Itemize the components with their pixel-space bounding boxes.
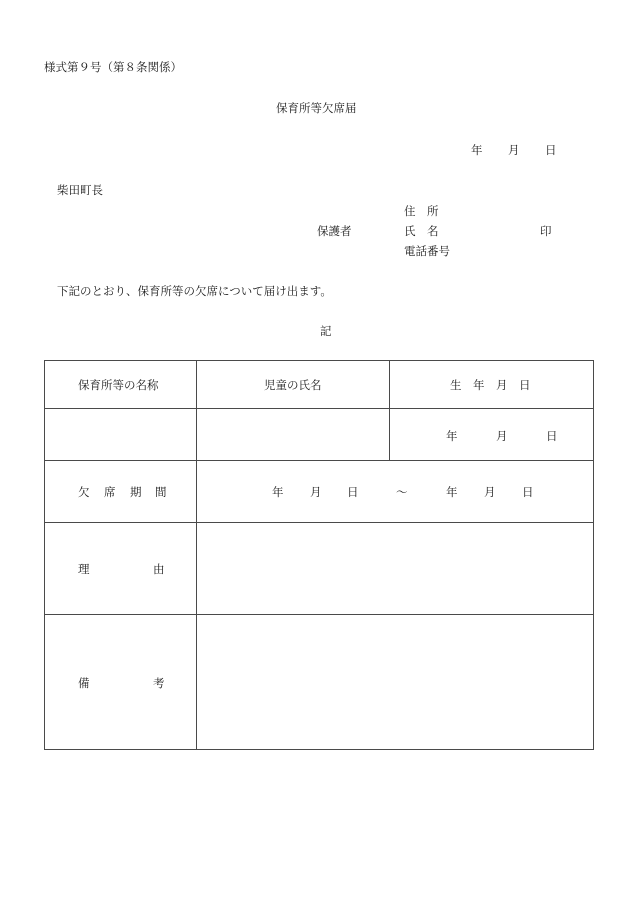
birth-input-cell[interactable] xyxy=(390,409,594,461)
table-header-row xyxy=(45,361,594,409)
remarks-input-cell[interactable] xyxy=(197,615,594,750)
reason-row xyxy=(45,523,594,615)
absence-label-char-2: 席 xyxy=(104,485,116,499)
birth-day-label: 日 xyxy=(546,429,558,443)
child-name-header-cell xyxy=(197,361,390,409)
guardian-address-label: 住 所 xyxy=(404,204,439,218)
facility-input-cell[interactable] xyxy=(45,409,197,461)
child-name-input-cell[interactable] xyxy=(197,409,390,461)
birth-month-label: 月 xyxy=(496,429,508,443)
birth-header-cell xyxy=(390,361,594,409)
end-year-label: 年 xyxy=(446,485,458,499)
form-number: 様式第９号（第８条関係） xyxy=(44,60,182,74)
reason-label-char-1: 理 xyxy=(78,562,90,576)
reason-label-char-2: 由 xyxy=(153,562,165,576)
guardian-name-label: 氏 名 xyxy=(404,224,439,238)
entry-row xyxy=(45,409,594,461)
birth-year-label: 年 xyxy=(446,429,458,443)
child-name-header: 児童の氏名 xyxy=(264,378,322,392)
absence-label-cell xyxy=(45,461,197,523)
absence-label-char-4: 間 xyxy=(155,485,167,499)
date-month-label: 月 xyxy=(508,143,520,157)
start-year-label: 年 xyxy=(272,485,284,499)
page-title: 保育所等欠席届 xyxy=(276,101,357,115)
remarks-label-cell xyxy=(45,615,197,750)
reason-input-cell[interactable] xyxy=(197,523,594,615)
ki-heading: 記 xyxy=(320,324,332,338)
date-year-label: 年 xyxy=(471,143,483,157)
guardian-label: 保護者 xyxy=(317,224,352,238)
birth-header: 生 年 月 日 xyxy=(450,378,531,392)
statement-text: 下記のとおり、保育所等の欠席について届け出ます。 xyxy=(57,284,332,298)
facility-header: 保育所等の名称 xyxy=(78,378,159,392)
end-month-label: 月 xyxy=(484,485,496,499)
absence-label-char-3: 期 xyxy=(130,485,142,499)
start-month-label: 月 xyxy=(310,485,322,499)
reason-label-cell xyxy=(45,523,197,615)
remarks-row xyxy=(45,615,594,750)
end-day-label: 日 xyxy=(522,485,534,499)
absence-label-char-1: 欠 xyxy=(78,485,90,499)
addressee: 柴田町長 xyxy=(57,183,103,197)
absence-period-row xyxy=(45,461,594,523)
start-day-label: 日 xyxy=(347,485,359,499)
facility-header-cell xyxy=(45,361,197,409)
remarks-label-char-2: 考 xyxy=(153,676,165,690)
seal-mark: 印 xyxy=(540,224,552,238)
remarks-label-char-1: 備 xyxy=(78,676,90,690)
absence-form-table xyxy=(44,360,594,750)
date-day-label: 日 xyxy=(545,143,557,157)
absence-period-input-cell[interactable] xyxy=(197,461,594,523)
period-tilde: ～ xyxy=(396,485,408,499)
guardian-phone-label: 電話番号 xyxy=(404,244,450,258)
